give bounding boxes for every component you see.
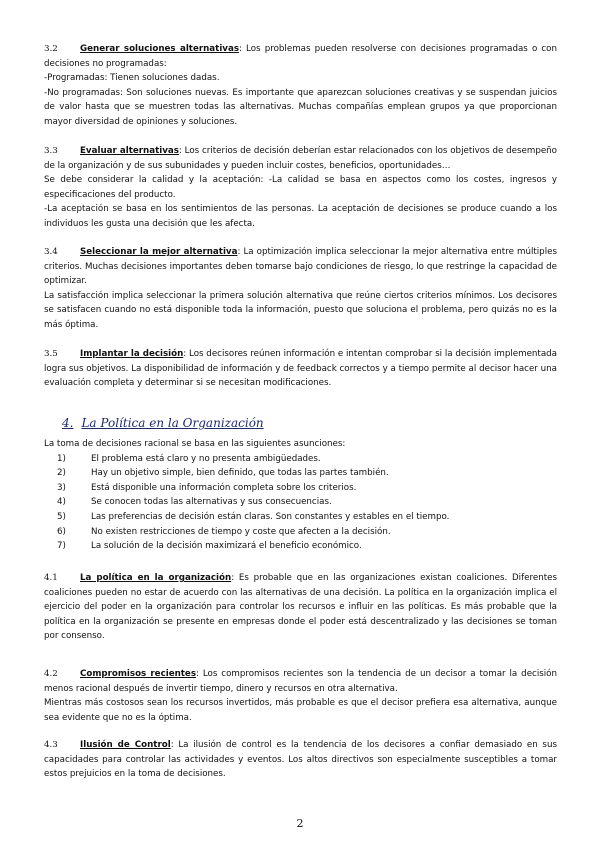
section-heading: La política en la organización (80, 573, 232, 583)
paragraph-text: : La ilusión de control es la tendencia de los decisores a confiar demasiado en sus capacidades para controlar las actividades y eventos. Los altos directivos son especialmente susceptibles a tomar estos prejuicios en la toma de decisiones. (44, 740, 557, 780)
paragraph-text: : Los decisores reúnen información e intentan comprobar si la decisión implementada logra sus objetivos. La disponibilidad de información y de feedback correctos y a tiempo permite al decisor hacer una evaluación completa y determinar si se necesitan modificaciones. (44, 349, 557, 389)
section-4-3 (44, 738, 557, 782)
section-heading: Generar soluciones alternativas (80, 44, 239, 54)
section-3-3 (44, 144, 557, 232)
list-text: Las preferencias de decisión están claras. Son constantes y estables en el tiempo. (91, 511, 450, 522)
paragraph (44, 667, 557, 696)
paragraph-text: : Es probable que en las organizaciones existan coaliciones. Diferentes coaliciones pueden no estar de acuerdo con las alternativas de una decisión. La política en la organización implica el ejercicio del poder en la organización para controlar los recursos e influir en las políticas. Es más probable que la política en la organización se presente en empresas donde el poder está descentralizado y las decisiones se toman por consenso. (44, 573, 558, 642)
section-3-2 (44, 42, 557, 130)
section-4-heading (62, 416, 264, 430)
assumptions-list (44, 452, 557, 554)
section-number: 4.1 (44, 573, 58, 583)
section-3-4 (44, 245, 557, 333)
section-heading: Seleccionar la mejor alternativa (80, 247, 238, 257)
list-number: 1) (57, 453, 66, 464)
list-text: Hay un objetivo simple, bien definido, que todas las partes también. (91, 468, 389, 479)
list-number: 3) (57, 482, 66, 493)
paragraph: La satisfacción implica seleccionar la primera solución alternativa que reúne ciertos criterios mínimos. Los decisores se satisfacen cuando no está disponible toda la información, puesto que soluciona el problema, pero quizás no es la más óptima. (44, 290, 557, 330)
heading-title: La Política en la Organización (81, 416, 264, 430)
section-number: 3.3 (44, 146, 58, 156)
page-number: 2 (296, 817, 304, 830)
list-text: La solución de la decisión maximizará el beneficio económico. (91, 541, 362, 552)
list-text: El problema está claro y no presenta ambigüedades. (91, 453, 321, 464)
paragraph (44, 42, 557, 71)
section-number: 4.2 (44, 669, 58, 679)
list-number: 2) (57, 468, 66, 479)
list-number: 6) (57, 526, 66, 537)
paragraph-text: : Los criterios de decisión deberían estar relacionados con los objetivos de desempeño de la organización y de sus subunidades y pueden incluir costes, beneficios, oportunidades… (44, 146, 557, 171)
paragraph-text: : La optimización implica seleccionar la mejor alternativa entre múltiples criterios. Muchas decisiones importantes deben tomarse bajo condiciones de riesgo, lo que restringe la capacidad de optimizar. (44, 247, 557, 287)
paragraph-text: : Los problemas pueden resolverse con decisiones programadas o con decisiones no programadas: (44, 44, 557, 69)
paragraph (44, 245, 557, 289)
section-heading: Implantar la decisión (80, 349, 184, 359)
list-number: 5) (57, 511, 66, 522)
list-item (44, 466, 557, 481)
paragraph (44, 738, 557, 782)
section-number: 3.4 (44, 247, 58, 257)
list-text: Está disponible una información completa sobre los criterios. (91, 482, 357, 493)
section-4-intro (44, 437, 557, 554)
paragraph: Mientras más costosos sean los recursos invertidos, más probable es que el decisor prefiera esa alternativa, aunque sea evidente que no es la óptima. (44, 698, 557, 723)
section-heading: Compromisos recientes (80, 669, 196, 679)
list-item (44, 495, 557, 510)
section-number: 3.5 (44, 349, 58, 359)
section-4-1 (44, 571, 557, 644)
list-item (44, 539, 557, 554)
list-item (44, 510, 557, 525)
list-text: Se conocen todas las alternativas y sus consecuencias. (91, 497, 332, 508)
list-item (44, 525, 557, 540)
paragraph: La toma de decisiones racional se basa en las siguientes asunciones: (44, 439, 346, 449)
section-heading: Ilusión de Control (80, 740, 171, 750)
list-item (44, 452, 557, 467)
section-number: 3.2 (44, 44, 58, 54)
section-number: 4.3 (44, 740, 58, 750)
paragraph: -La aceptación se basa en los sentimientos de las personas. La aceptación de decisiones se produce cuando a los individuos les gusta una decisión que les afecta. (44, 204, 557, 229)
list-number: 7) (57, 541, 66, 552)
section-4-2 (44, 667, 557, 725)
section-heading: Evaluar alternativas (80, 146, 179, 156)
paragraph-text: : Los compromisos recientes son la tendencia de un decisor a tomar la decisión menos racional después de invertir tiempo, dinero y recursos en otra alternativa. (44, 669, 557, 694)
heading-number: 4. (62, 416, 74, 430)
section-3-5 (44, 347, 557, 391)
paragraph: Se debe considerar la calidad y la aceptación: -La calidad se basa en aspectos como los costes, ingresos y especificaciones del producto. (44, 175, 557, 200)
paragraph (44, 571, 557, 644)
paragraph: -No programadas: Son soluciones nuevas. Es importante que aparezcan soluciones creativas y se suspendan juicios de valor hasta que se muestren todas las alternativas. Muchas compañías emplean grupos ya que proporcionan mayor diversidad de opiniones y soluciones. (44, 87, 557, 127)
paragraph (44, 347, 557, 391)
list-text: No existen restricciones de tiempo y coste que afecten a la decisión. (91, 526, 391, 537)
paragraph (44, 144, 557, 173)
list-item (44, 481, 557, 496)
list-number: 4) (57, 497, 66, 508)
paragraph: -Programadas: Tienen soluciones dadas. (44, 73, 220, 84)
